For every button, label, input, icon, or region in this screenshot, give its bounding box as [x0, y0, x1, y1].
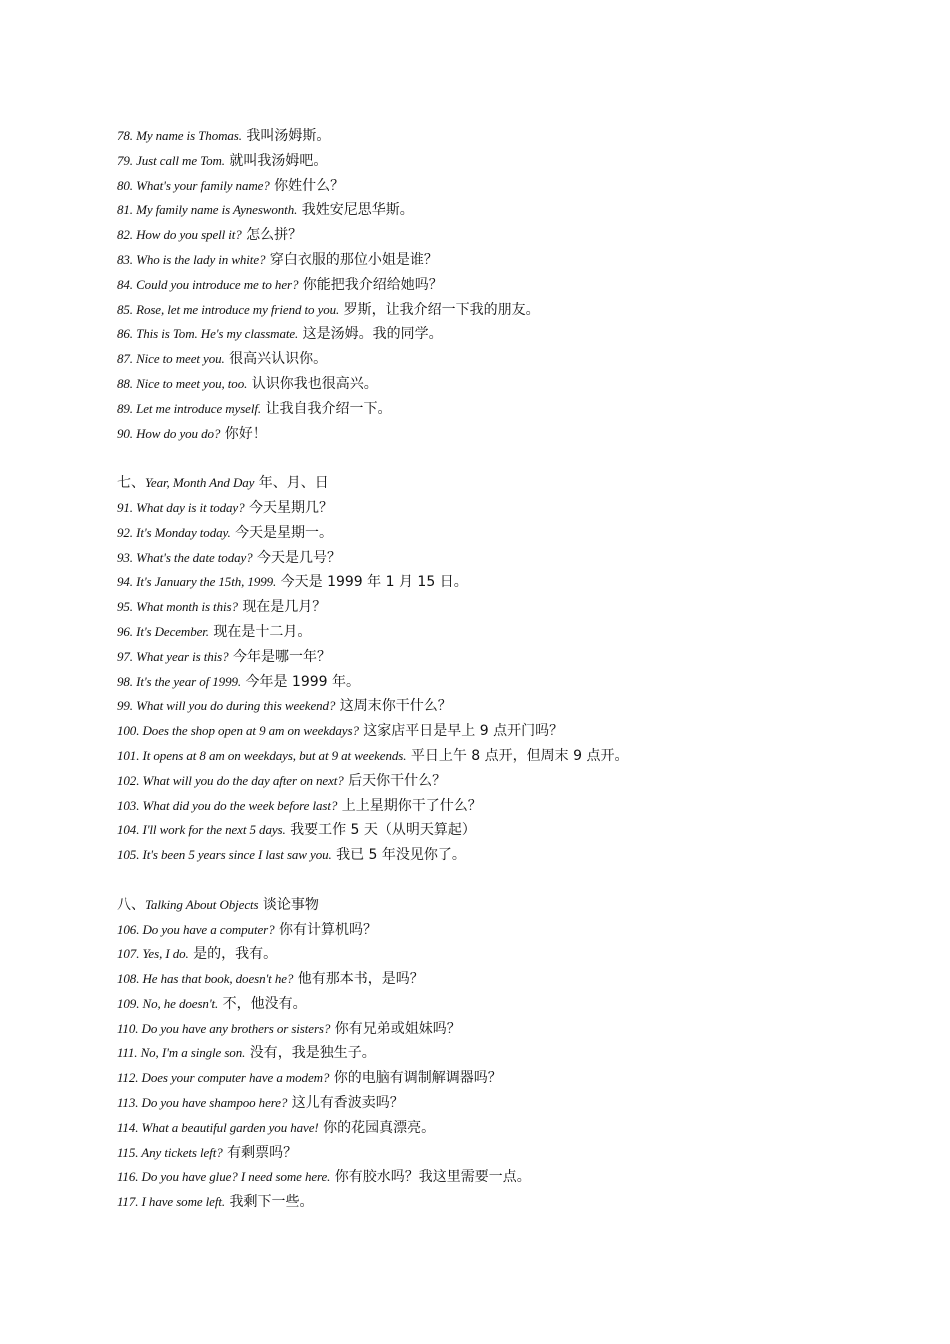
- phrase-line: [117, 397, 917, 422]
- phrase-line: [117, 496, 917, 521]
- phrase-chinese: 你姓什么？: [274, 177, 345, 194]
- phrase-english: 107. Yes, I do.: [117, 946, 189, 962]
- phrase-english: 105. It's been 5 years since I last saw you.: [117, 847, 332, 863]
- phrase-chinese: 我要工作 5 天（从明天算起）: [290, 822, 476, 839]
- section-heading-chinese: 年、月、日: [258, 475, 329, 492]
- phrase-english: 87. Nice to meet you.: [117, 351, 225, 367]
- phrase-chinese: 今年是 1999 年。: [245, 673, 361, 690]
- phrase-line: [117, 595, 917, 620]
- phrase-chinese: 现在是几月？: [242, 599, 327, 616]
- section-heading: [117, 893, 917, 918]
- phrase-line: [117, 1190, 917, 1215]
- phrase-line: [117, 843, 917, 868]
- phrase-english: 80. What's your family name?: [117, 177, 270, 193]
- phrase-english: 117. I have some left.: [117, 1194, 226, 1210]
- phrase-chinese: 你有兄弟或姐妹吗？: [334, 1020, 461, 1037]
- phrase-chinese: 你的花园真漂亮。: [323, 1119, 436, 1136]
- phrase-english: 101. It opens at 8 am on weekdays, but at 9 at weekends.: [117, 747, 407, 763]
- phrase-english: 82. How do you spell it?: [117, 227, 242, 243]
- phrase-chinese: 是的，我有。: [193, 946, 278, 963]
- phrase-english: 102. What will you do the day after on next?: [117, 772, 344, 788]
- phrase-line: [117, 1041, 917, 1066]
- section-heading-english: Year, Month And Day: [145, 475, 255, 491]
- phrase-line: [117, 694, 917, 719]
- phrase-english: 81. My family name is Ayneswonth.: [117, 202, 298, 218]
- phrase-english: 92. It's Monday today.: [117, 524, 231, 540]
- phrase-chinese: 有剩票吗？: [227, 1144, 298, 1161]
- phrase-chinese: 怎么拼？: [246, 227, 303, 244]
- phrase-line: [117, 918, 917, 943]
- phrase-english: 115. Any tickets left?: [117, 1144, 223, 1160]
- phrase-english: 90. How do you do?: [117, 425, 221, 441]
- phrase-section: [117, 124, 917, 446]
- phrase-line: [117, 818, 917, 843]
- phrase-english: 99. What will you do during this weekend?: [117, 698, 336, 714]
- phrase-line: [117, 1116, 917, 1141]
- phrase-english: 100. Does the shop open at 9 am on weekdays?: [117, 723, 359, 739]
- phrase-english: 85. Rose, let me introduce my friend to you.: [117, 301, 340, 317]
- phrase-chinese: 你能把我介绍给她吗？: [302, 276, 443, 293]
- phrase-chinese: 没有，我是独生子。: [249, 1045, 376, 1062]
- phrase-line: [117, 992, 917, 1017]
- phrase-line: [117, 422, 917, 447]
- phrase-english: 94. It's January the 15th, 1999.: [117, 574, 277, 590]
- phrase-line: [117, 273, 917, 298]
- phrase-english: 113. Do you have shampoo here?: [117, 1095, 288, 1111]
- section-heading-number: 七、: [117, 475, 145, 492]
- phrase-english: 91. What day is it today?: [117, 499, 245, 515]
- phrase-chinese: 上上星期你干了什么？: [341, 797, 482, 814]
- section-heading-chinese: 谈论事物: [262, 896, 319, 913]
- phrase-english: 98. It's the year of 1999.: [117, 673, 242, 689]
- phrase-line: [117, 546, 917, 571]
- document-page: [117, 124, 917, 1215]
- phrase-chinese: 认识你我也很高兴。: [251, 375, 378, 392]
- phrase-line: [117, 670, 917, 695]
- phrase-chinese: 你有胶水吗？我这里需要一点。: [334, 1169, 531, 1186]
- phrase-chinese: 这周末你干什么？: [339, 698, 452, 715]
- phrase-english: 108. He has that book, doesn't he?: [117, 971, 294, 987]
- phrase-chinese: 不，他没有。: [222, 995, 307, 1012]
- phrase-english: 116. Do you have glue? I need some here.: [117, 1169, 331, 1185]
- phrase-english: 112. Does your computer have a modem?: [117, 1070, 330, 1086]
- phrase-english: 88. Nice to meet you, too.: [117, 375, 248, 391]
- phrase-english: 96. It's December.: [117, 623, 209, 639]
- phrase-chinese: 今天是几号？: [257, 549, 342, 566]
- phrase-line: [117, 198, 917, 223]
- phrase-line: [117, 322, 917, 347]
- phrase-line: [117, 1091, 917, 1116]
- phrase-line: [117, 298, 917, 323]
- phrase-chinese: 他有那本书，是吗？: [297, 971, 424, 988]
- phrase-english: 84. Could you introduce me to her?: [117, 276, 299, 292]
- phrase-chinese: 你的电脑有调制解调器吗？: [333, 1070, 502, 1087]
- phrase-line: [117, 521, 917, 546]
- phrase-section: [117, 471, 917, 868]
- phrase-chinese: 今天是 1999 年 1 月 15 日。: [280, 574, 468, 591]
- phrase-english: 83. Who is the lady in white?: [117, 251, 266, 267]
- phrase-chinese: 罗斯，让我介绍一下我的朋友。: [343, 301, 540, 318]
- phrase-chinese: 今天是星期一。: [235, 524, 334, 541]
- section-heading-number: 八、: [117, 896, 145, 913]
- phrase-line: [117, 967, 917, 992]
- phrase-line: [117, 1017, 917, 1042]
- phrase-english: 106. Do you have a computer?: [117, 921, 275, 937]
- phrase-line: [117, 794, 917, 819]
- phrase-english: 110. Do you have any brothers or sisters?: [117, 1020, 331, 1036]
- phrase-line: [117, 645, 917, 670]
- phrase-chinese: 平日上午 8 点开，但周末 9 点开。: [410, 747, 629, 764]
- phrase-chinese: 这家店平日是早上 9 点开门吗？: [363, 723, 564, 740]
- phrase-chinese: 你好！: [224, 425, 267, 442]
- phrase-line: [117, 174, 917, 199]
- phrase-line: [117, 744, 917, 769]
- phrase-line: [117, 1141, 917, 1166]
- phrase-line: [117, 1165, 917, 1190]
- phrase-chinese: 今天星期几？: [248, 499, 333, 516]
- section-heading-english: Talking About Objects: [145, 896, 259, 912]
- phrase-line: [117, 372, 917, 397]
- document-content: [117, 124, 917, 1215]
- phrase-chinese: 你有计算机吗？: [278, 921, 377, 938]
- phrase-line: [117, 620, 917, 645]
- phrase-english: 111. No, I'm a single son.: [117, 1045, 246, 1061]
- phrase-line: [117, 149, 917, 174]
- phrase-chinese: 后天你干什么？: [348, 772, 447, 789]
- phrase-chinese: 我已 5 年没见你了。: [336, 847, 466, 864]
- phrase-line: [117, 769, 917, 794]
- phrase-english: 86. This is Tom. He's my classmate.: [117, 326, 299, 342]
- phrase-line: [117, 570, 917, 595]
- phrase-english: 79. Just call me Tom.: [117, 152, 225, 168]
- phrase-chinese: 很高兴认识你。: [229, 351, 328, 368]
- phrase-section: [117, 893, 917, 1215]
- phrase-chinese: 我剩下一些。: [229, 1194, 314, 1211]
- phrase-chinese: 穿白衣服的那位小姐是谁？: [269, 251, 438, 268]
- phrase-line: [117, 1066, 917, 1091]
- phrase-chinese: 我姓安尼思华斯。: [301, 202, 414, 219]
- phrase-english: 78. My name is Thomas.: [117, 128, 242, 143]
- phrase-line: [117, 942, 917, 967]
- phrase-line: [117, 124, 917, 149]
- phrase-english: 109. No, he doesn't.: [117, 995, 219, 1011]
- phrase-english: 103. What did you do the week before last?: [117, 797, 338, 813]
- phrase-line: [117, 719, 917, 744]
- phrase-chinese: 就叫我汤姆吧。: [229, 152, 328, 169]
- phrase-english: 104. I'll work for the next 5 days.: [117, 822, 286, 838]
- phrase-english: 89. Let me introduce myself.: [117, 400, 262, 416]
- phrase-chinese: 让我自我介绍一下。: [265, 400, 392, 417]
- phrase-chinese: 这是汤姆。我的同学。: [302, 326, 443, 343]
- phrase-line: [117, 347, 917, 372]
- section-heading: [117, 471, 917, 496]
- phrase-line: [117, 223, 917, 248]
- phrase-line: [117, 248, 917, 273]
- phrase-english: 93. What's the date today?: [117, 549, 253, 565]
- phrase-chinese: 这儿有香波卖吗？: [291, 1095, 404, 1112]
- phrase-english: 95. What month is this?: [117, 599, 238, 615]
- phrase-english: 97. What year is this?: [117, 648, 229, 664]
- phrase-chinese: 今年是哪一年？: [233, 648, 331, 665]
- phrase-english: 114. What a beautiful garden you have!: [117, 1119, 319, 1135]
- phrase-chinese: 现在是十二月。: [213, 623, 312, 640]
- phrase-chinese: 我叫汤姆斯。: [246, 128, 331, 144]
